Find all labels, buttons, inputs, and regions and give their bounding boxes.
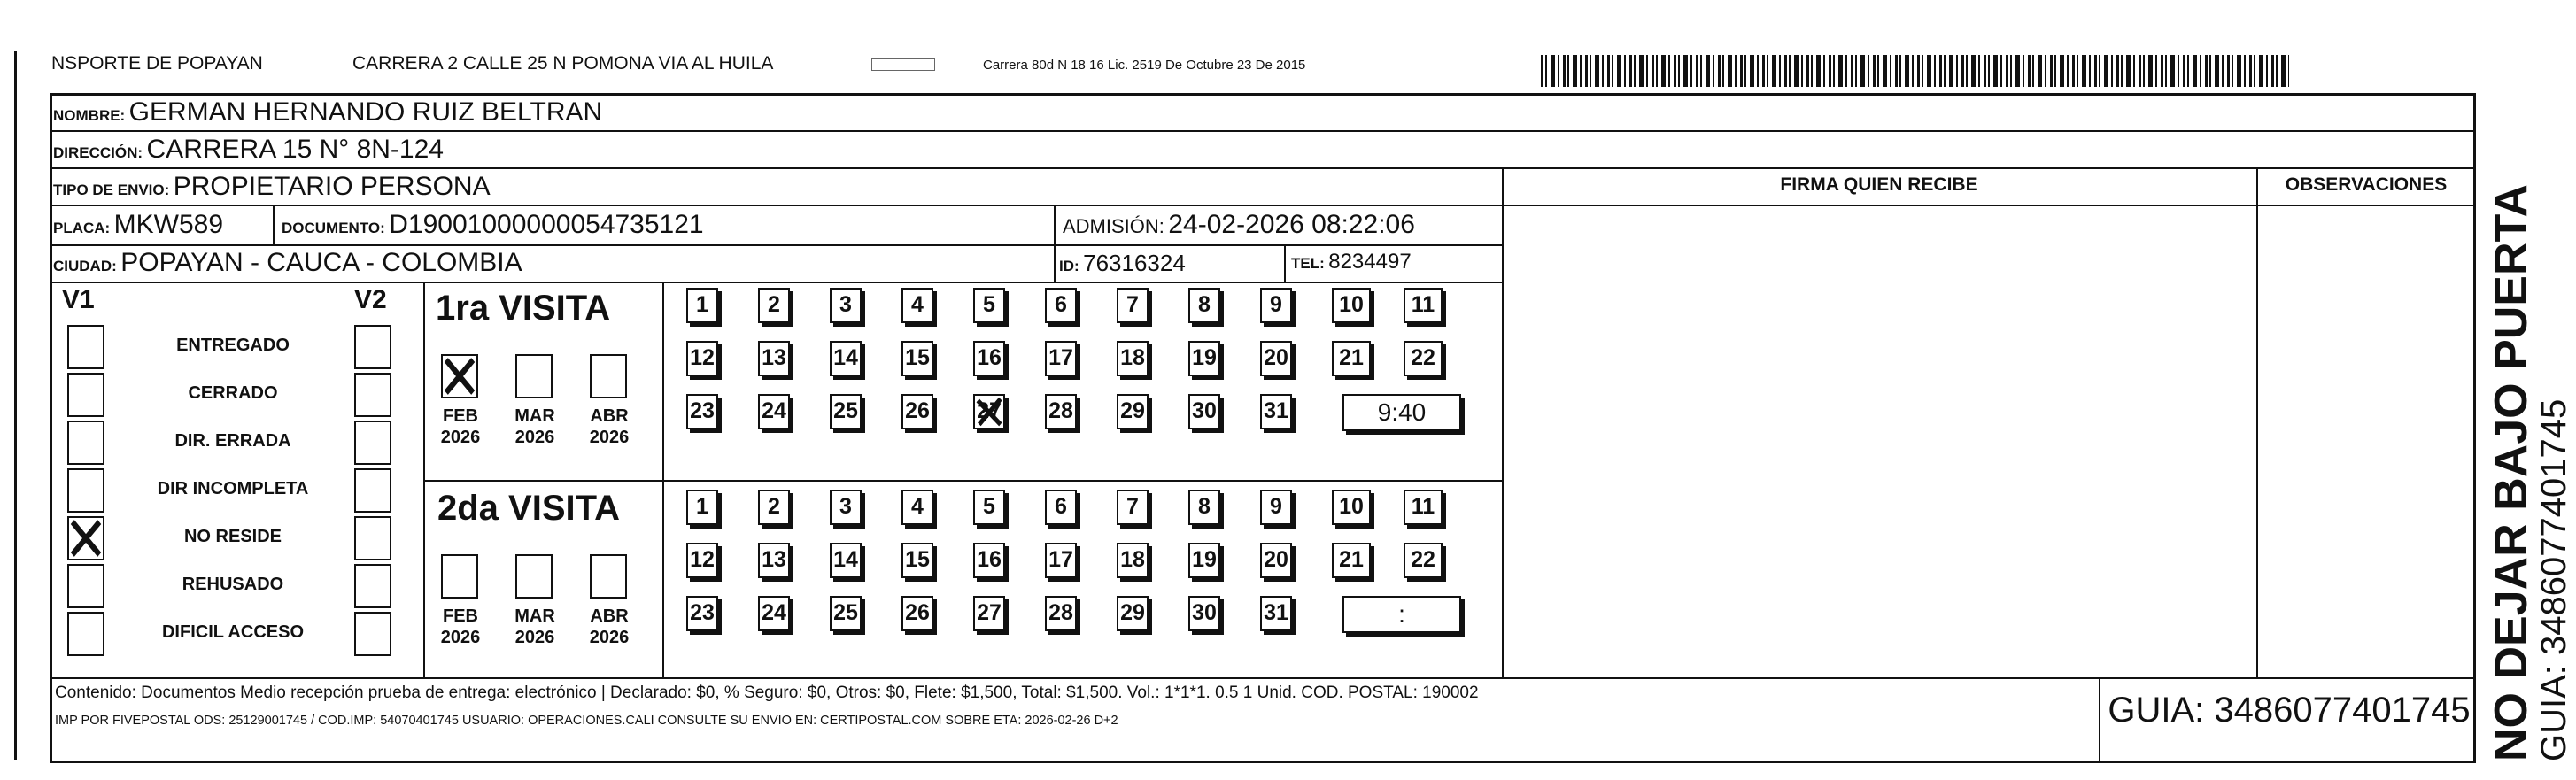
ciudad-value: POPAYAN - CAUCA - COLOMBIA xyxy=(120,248,522,277)
company-name: NSPORTE DE POPAYAN xyxy=(51,53,263,73)
day-box[interactable] xyxy=(830,596,862,631)
month-label xyxy=(584,606,634,648)
placa-value: MKW589 xyxy=(113,210,224,239)
day-box[interactable] xyxy=(1117,288,1149,323)
day-number: 16 xyxy=(977,547,1002,572)
day-box[interactable] xyxy=(1188,288,1220,323)
day-number: 24 xyxy=(762,398,786,423)
status-label: ENTREGADO xyxy=(176,336,290,355)
month-year: 2026 xyxy=(514,428,555,447)
tipo-envio-row xyxy=(53,172,491,202)
day-number: 29 xyxy=(1120,600,1145,625)
day-box[interactable] xyxy=(901,394,933,429)
month-label xyxy=(510,606,560,648)
status-label: DIR. ERRADA xyxy=(174,431,291,451)
day-number: 9 xyxy=(1270,292,1282,317)
status-label: DIFICIL ACCESO xyxy=(161,622,304,642)
day-box[interactable] xyxy=(686,490,718,525)
direccion-row xyxy=(53,135,444,165)
day-box[interactable] xyxy=(1045,394,1077,429)
day-box[interactable] xyxy=(686,543,718,578)
day-box[interactable] xyxy=(1117,394,1149,429)
side-notice-block xyxy=(2486,183,2573,761)
day-box[interactable] xyxy=(1332,490,1371,525)
status-v1-checkbox[interactable] xyxy=(67,612,104,656)
tipo-envio-label: TIPO DE ENVIO: xyxy=(53,181,170,198)
day-box[interactable] xyxy=(1045,288,1077,323)
month-year: 2026 xyxy=(440,428,481,447)
day-box[interactable] xyxy=(1404,543,1443,578)
month-name: MAR xyxy=(514,606,555,626)
time-box[interactable]: : xyxy=(1342,596,1461,633)
visit1-title: 1ra VISITA xyxy=(436,289,611,328)
tipo-envio-value: PROPIETARIO PERSONA xyxy=(173,172,491,201)
day-box[interactable] xyxy=(758,543,790,578)
day-number: 6 xyxy=(1055,292,1067,317)
nombre-row xyxy=(53,97,602,127)
day-number: 14 xyxy=(833,547,858,572)
day-box[interactable] xyxy=(830,341,862,376)
month-label xyxy=(436,405,485,448)
status-label: DIR INCOMPLETA xyxy=(157,479,309,498)
x-mark-icon xyxy=(975,396,1003,428)
day-number: 15 xyxy=(905,547,930,572)
day-box[interactable] xyxy=(973,394,1005,429)
company-address: CARRERA 2 CALLE 25 N POMONA VIA AL HUILA xyxy=(352,53,774,73)
day-number: 4 xyxy=(911,494,924,519)
day-number: 2 xyxy=(768,494,780,519)
tel-row xyxy=(1291,250,1412,274)
day-box[interactable] xyxy=(973,288,1005,323)
month-checkbox[interactable] xyxy=(441,554,478,599)
nombre-value: GERMAN HERNANDO RUIZ BELTRAN xyxy=(128,97,603,127)
day-number: 29 xyxy=(1120,398,1145,423)
day-box[interactable] xyxy=(901,490,933,525)
day-box[interactable] xyxy=(830,490,862,525)
documento-row xyxy=(282,210,704,240)
status-v2-checkbox[interactable] xyxy=(354,373,391,417)
month-name: FEB xyxy=(443,406,478,426)
day-number: 11 xyxy=(1411,494,1435,519)
day-number: 23 xyxy=(690,398,715,423)
visit2-title: 2da VISITA xyxy=(437,489,620,528)
day-number: 7 xyxy=(1126,292,1139,317)
day-number: 15 xyxy=(905,345,930,370)
day-number: 10 xyxy=(1339,292,1364,317)
day-number: 20 xyxy=(1264,547,1288,572)
firma-header: FIRMA QUIEN RECIBE xyxy=(1780,174,1978,195)
day-number: 17 xyxy=(1048,345,1073,370)
day-number: 31 xyxy=(1264,600,1288,625)
status-v2-checkbox[interactable] xyxy=(354,421,391,465)
status-label: REHUSADO xyxy=(182,575,284,594)
day-number: 7 xyxy=(1126,494,1139,519)
day-box[interactable] xyxy=(758,490,790,525)
day-number: 19 xyxy=(1192,547,1217,572)
admision-label: ADMISIÓN: xyxy=(1063,215,1164,237)
side-guia-hand: GUIA: 3486077401745 xyxy=(2534,398,2573,761)
month-checkbox[interactable] xyxy=(590,354,627,398)
day-box[interactable] xyxy=(1117,596,1149,631)
barcode-icon xyxy=(1541,55,2289,87)
day-box[interactable] xyxy=(1260,288,1292,323)
day-number: 8 xyxy=(1198,494,1211,519)
certification-stamp-icon xyxy=(871,58,935,71)
day-box[interactable] xyxy=(830,543,862,578)
day-number: 27 xyxy=(977,600,1002,625)
v1-label: V1 xyxy=(62,285,95,314)
day-number: 30 xyxy=(1192,398,1217,423)
month-year: 2026 xyxy=(440,628,481,647)
day-box[interactable] xyxy=(1188,596,1220,631)
day-box[interactable] xyxy=(830,288,862,323)
id-row xyxy=(1059,250,1186,277)
day-number: 13 xyxy=(762,345,786,370)
nombre-label: NOMBRE: xyxy=(53,107,126,124)
day-box[interactable] xyxy=(1332,543,1371,578)
day-box[interactable] xyxy=(686,394,718,429)
status-v2-checkbox[interactable] xyxy=(354,612,391,656)
day-box[interactable] xyxy=(901,543,933,578)
month-checkbox[interactable] xyxy=(515,554,553,599)
day-box[interactable] xyxy=(1045,490,1077,525)
day-box[interactable] xyxy=(758,288,790,323)
day-number: 30 xyxy=(1192,600,1217,625)
day-number: 20 xyxy=(1264,345,1288,370)
day-number: 21 xyxy=(1339,547,1364,572)
day-box[interactable] xyxy=(973,596,1005,631)
status-v2-checkbox[interactable] xyxy=(354,564,391,608)
day-number: 21 xyxy=(1339,345,1364,370)
month-year: 2026 xyxy=(589,628,630,647)
status-v1-checkbox[interactable] xyxy=(67,421,104,465)
day-number: 13 xyxy=(762,547,786,572)
day-number: 28 xyxy=(1048,398,1073,423)
month-checkbox[interactable] xyxy=(441,354,478,398)
day-number: 10 xyxy=(1339,494,1364,519)
day-box[interactable] xyxy=(1045,543,1077,578)
placa-label: PLACA: xyxy=(53,220,111,236)
day-box[interactable] xyxy=(1188,341,1220,376)
day-box[interactable] xyxy=(901,596,933,631)
day-box[interactable] xyxy=(973,490,1005,525)
day-number: 27 xyxy=(977,398,1002,423)
tel-label: TEL: xyxy=(1291,255,1325,272)
day-box[interactable] xyxy=(1117,490,1149,525)
day-box[interactable] xyxy=(1260,394,1292,429)
day-number: 4 xyxy=(911,292,924,317)
day-box[interactable] xyxy=(686,596,718,631)
status-v1-checkbox[interactable] xyxy=(67,516,104,560)
day-number: 18 xyxy=(1120,345,1145,370)
day-box[interactable] xyxy=(973,543,1005,578)
admision-value: 24-02-2026 08:22:06 xyxy=(1168,210,1415,239)
day-box[interactable] xyxy=(901,288,933,323)
day-number: 24 xyxy=(762,600,786,625)
day-number: 3 xyxy=(839,494,852,519)
day-box[interactable] xyxy=(1404,341,1443,376)
day-box[interactable] xyxy=(1404,288,1443,323)
day-number: 26 xyxy=(905,600,930,625)
placa-row xyxy=(53,210,223,240)
day-box[interactable] xyxy=(830,394,862,429)
day-number: 25 xyxy=(833,398,858,423)
month-name: ABR xyxy=(590,406,629,426)
left-margin-line xyxy=(14,51,17,760)
day-box[interactable] xyxy=(901,341,933,376)
day-number: 9 xyxy=(1270,494,1282,519)
day-number: 2 xyxy=(768,292,780,317)
month-year: 2026 xyxy=(589,428,630,447)
day-box[interactable] xyxy=(758,394,790,429)
day-box[interactable] xyxy=(1260,490,1292,525)
status-v2-checkbox[interactable] xyxy=(354,468,391,513)
id-label: ID: xyxy=(1059,258,1079,274)
day-box[interactable] xyxy=(1117,341,1149,376)
day-number: 28 xyxy=(1048,600,1073,625)
day-box[interactable] xyxy=(1188,543,1220,578)
day-number: 14 xyxy=(833,345,858,370)
day-number: 22 xyxy=(1411,345,1435,370)
status-v1-checkbox[interactable] xyxy=(67,468,104,513)
day-number: 25 xyxy=(833,600,858,625)
day-number: 19 xyxy=(1192,345,1217,370)
direccion-label: DIRECCIÓN: xyxy=(53,144,143,161)
day-number: 22 xyxy=(1411,547,1435,572)
day-number: 23 xyxy=(690,600,715,625)
day-box[interactable] xyxy=(1117,543,1149,578)
time-box[interactable]: 9:40 xyxy=(1342,394,1461,431)
contenido-text: Contenido: Documentos Medio recepción prueba de entrega: electrónico | Declarado: $0, % Seguro: $0, Otros: $0, Flete: $1,500, Total: $1,500. Vol.: 1*1*1. 0.5 1 Unid. COD. POSTAL: 190002 xyxy=(55,683,1479,702)
month-name: FEB xyxy=(443,606,478,626)
day-box[interactable] xyxy=(1332,288,1371,323)
day-number: 1 xyxy=(696,494,708,519)
day-number: 11 xyxy=(1411,292,1435,317)
status-v1-checkbox[interactable] xyxy=(67,564,104,608)
observaciones-header: OBSERVACIONES xyxy=(2285,174,2448,195)
status-label: NO RESIDE xyxy=(183,527,282,546)
day-number: 12 xyxy=(690,345,715,370)
day-box[interactable] xyxy=(1045,341,1077,376)
day-number: 1 xyxy=(696,292,708,317)
day-number: 6 xyxy=(1055,494,1067,519)
month-label xyxy=(510,405,560,448)
ciudad-label: CIUDAD: xyxy=(53,258,117,274)
ciudad-row xyxy=(53,248,522,278)
day-box[interactable] xyxy=(686,341,718,376)
month-year: 2026 xyxy=(514,628,555,647)
day-box[interactable] xyxy=(1260,341,1292,376)
documento-label: DOCUMENTO: xyxy=(282,220,385,236)
month-label xyxy=(584,405,634,448)
tel-value: 8234497 xyxy=(1328,250,1412,274)
day-number: 18 xyxy=(1120,547,1145,572)
status-label: CERRADO xyxy=(188,383,278,403)
status-v2-checkbox[interactable] xyxy=(354,325,391,369)
documento-value: D19001000000054735121 xyxy=(389,210,704,239)
day-box[interactable] xyxy=(973,341,1005,376)
day-number: 5 xyxy=(983,292,995,317)
month-checkbox[interactable] xyxy=(590,554,627,599)
day-number: 3 xyxy=(839,292,852,317)
day-number: 26 xyxy=(905,398,930,423)
day-box[interactable] xyxy=(686,288,718,323)
day-box[interactable] xyxy=(1404,490,1443,525)
day-number: 17 xyxy=(1048,547,1073,572)
day-number: 8 xyxy=(1198,292,1211,317)
direccion-value: CARRERA 15 N° 8N-124 xyxy=(146,135,444,164)
status-v1-checkbox[interactable] xyxy=(67,373,104,417)
day-number: 31 xyxy=(1264,398,1288,423)
day-box[interactable] xyxy=(1188,394,1220,429)
status-v1-checkbox[interactable] xyxy=(67,325,104,369)
day-number: 5 xyxy=(983,494,995,519)
day-box[interactable] xyxy=(1260,543,1292,578)
month-name: ABR xyxy=(590,606,629,626)
month-checkbox[interactable] xyxy=(515,354,553,398)
month-name: MAR xyxy=(514,406,555,426)
day-box[interactable] xyxy=(758,596,790,631)
id-value: 76316324 xyxy=(1083,250,1186,276)
month-label xyxy=(436,606,485,648)
day-number: 16 xyxy=(977,345,1002,370)
admision-row xyxy=(1063,210,1415,240)
day-box[interactable] xyxy=(1045,596,1077,631)
imp-text: IMP POR FIVEPOSTAL ODS: 25129001745 / COD.IMP: 54070401745 USUARIO: OPERACIONES.CALI CONSULTE SU ENVIO EN: CERTIPOSTAL.COM SOBRE ETA: 2026-02-26 D+2 xyxy=(55,714,1118,728)
day-box[interactable] xyxy=(1332,341,1371,376)
day-number: 12 xyxy=(690,547,715,572)
day-box[interactable] xyxy=(1260,596,1292,631)
status-v2-checkbox[interactable] xyxy=(354,516,391,560)
v2-label: V2 xyxy=(354,285,387,314)
no-dejar-notice: NO DEJAR BAJO PUERTA xyxy=(2486,183,2537,761)
day-box[interactable] xyxy=(1188,490,1220,525)
guia-number: GUIA: 3486077401745 xyxy=(2108,691,2471,730)
day-box[interactable] xyxy=(758,341,790,376)
license-text: Carrera 80d N 18 16 Lic. 2519 De Octubre 23 De 2015 xyxy=(983,58,1306,73)
